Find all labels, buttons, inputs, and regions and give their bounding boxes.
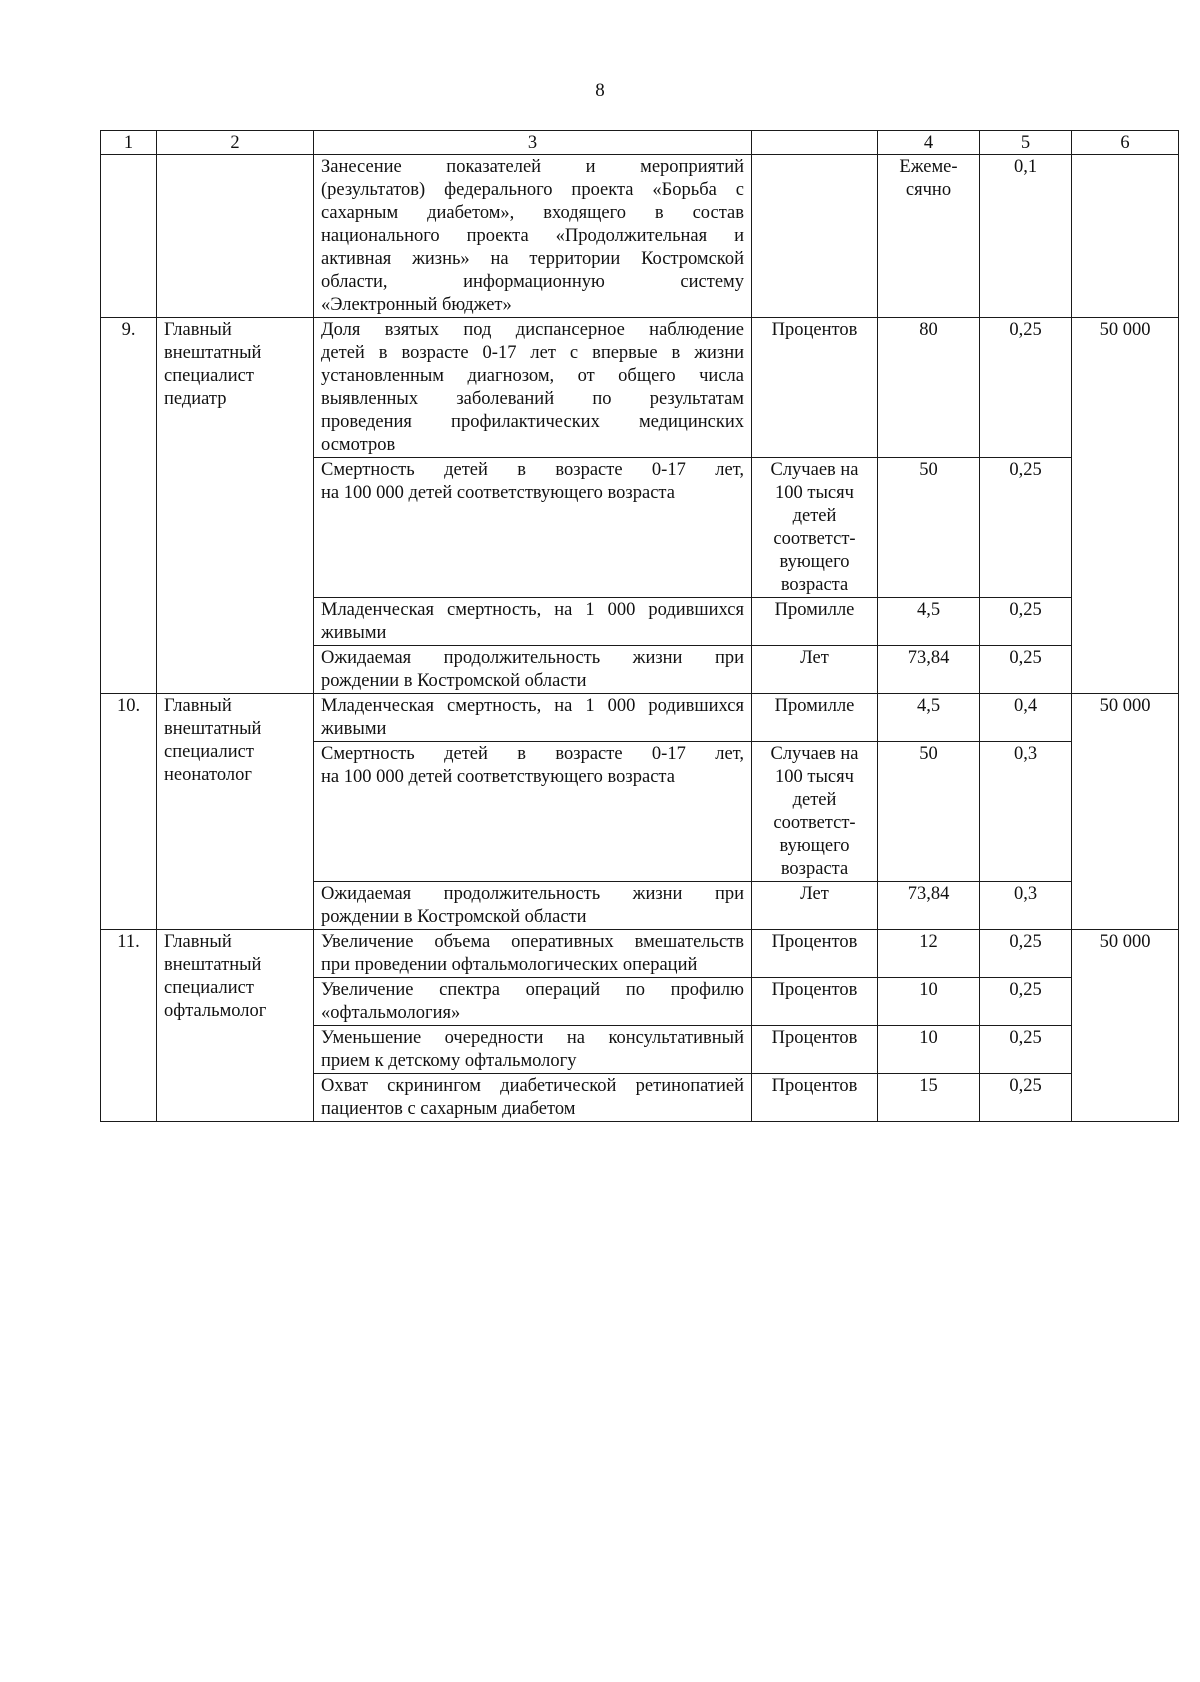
unit-cell	[752, 598, 878, 646]
bonus-cell: 50 000	[1072, 318, 1179, 694]
text-line: Лет	[800, 648, 829, 668]
text-line: пациентов с сахарным диабетом	[321, 1099, 576, 1119]
text-line: внештатный	[164, 343, 262, 363]
table-row	[101, 155, 1179, 318]
weight-cell: 0,25	[980, 318, 1072, 458]
text-line: осмотров	[321, 435, 396, 455]
header-row	[101, 131, 1179, 155]
weight-cell: 0,3	[980, 882, 1072, 930]
header-cell: 4	[878, 131, 980, 155]
text-line: внештатный	[164, 719, 262, 739]
weight-cell: 0,25	[980, 930, 1072, 978]
text-line: Процентов	[771, 932, 858, 952]
value-cell: 4,5	[878, 598, 980, 646]
indicator-cell	[314, 1026, 752, 1074]
text-line: живыми	[321, 719, 387, 739]
bonus-cell	[1072, 155, 1179, 318]
text-line: «Электронный бюджет»	[321, 295, 512, 315]
text-line: Главный	[164, 320, 232, 340]
text-line: 100 тысяч	[775, 767, 854, 787]
weight-cell: 0,4	[980, 694, 1072, 742]
text-line: на 100 000 детей соответствующего возраста	[321, 767, 675, 787]
weight-cell: 0,25	[980, 458, 1072, 598]
unit-cell	[752, 458, 878, 598]
text-line: «офтальмология»	[321, 1003, 461, 1023]
indicator-cell	[314, 978, 752, 1026]
indicators-table	[100, 130, 1179, 1122]
bonus-cell: 50 000	[1072, 930, 1179, 1122]
text-line: Занесение показателей и мероприятий	[321, 157, 744, 177]
text-line: Главный	[164, 696, 232, 716]
text-line: 100 тысяч	[775, 483, 854, 503]
specialist-cell	[157, 155, 314, 318]
value-cell: 15	[878, 1074, 980, 1122]
value-cell: 4,5	[878, 694, 980, 742]
text-line: вующего	[779, 836, 850, 856]
bonus-cell: 50 000	[1072, 694, 1179, 930]
indicator-cell	[314, 318, 752, 458]
text-line: сахарным диабетом», входящего в состав	[321, 203, 744, 223]
text-line: живыми	[321, 623, 387, 643]
header-cell: 6	[1072, 131, 1179, 155]
text-line: Доля взятых под диспансерное наблюдение	[321, 320, 744, 340]
text-line: Ожидаемая продолжительность жизни при	[321, 884, 744, 904]
value-cell	[878, 155, 980, 318]
header-cell: 5	[980, 131, 1072, 155]
text-line: на 100 000 детей соответствующего возраста	[321, 483, 675, 503]
weight-cell: 0,25	[980, 598, 1072, 646]
text-line: Главный	[164, 932, 232, 952]
header-cell: 2	[157, 131, 314, 155]
text-line: выявленных заболеваний по результатам	[321, 389, 744, 409]
text-line: Лет	[800, 884, 829, 904]
value-cell: 80	[878, 318, 980, 458]
indicator-cell	[314, 646, 752, 694]
specialist-cell	[157, 694, 314, 930]
weight-cell: 0,3	[980, 742, 1072, 882]
weight-cell: 0,25	[980, 1074, 1072, 1122]
indicator-cell	[314, 882, 752, 930]
text-line: Младенческая смертность, на 1 000 родившихся	[321, 600, 744, 620]
text-line: специалист	[164, 742, 254, 762]
weight-cell: 0,25	[980, 978, 1072, 1026]
indicator-cell	[314, 598, 752, 646]
text-line: соответст-	[773, 813, 856, 833]
weight-cell: 0,25	[980, 646, 1072, 694]
value-cell: 10	[878, 1026, 980, 1074]
header-cell	[752, 131, 878, 155]
unit-cell	[752, 694, 878, 742]
text-line: при проведении офтальмологических операций	[321, 955, 698, 975]
text-line: вующего	[779, 552, 850, 572]
text-line: специалист	[164, 366, 254, 386]
text-line: педиатр	[164, 389, 227, 409]
text-line: (результатов) федерального проекта «Борьба с	[321, 180, 744, 200]
text-line: детей	[792, 790, 837, 810]
text-line: Промилле	[774, 696, 855, 716]
value-cell: 73,84	[878, 646, 980, 694]
text-line: национального проекта «Продолжительная и	[321, 226, 744, 246]
text-line: возраста	[780, 859, 849, 879]
header-cell: 3	[314, 131, 752, 155]
unit-cell	[752, 882, 878, 930]
indicator-cell	[314, 458, 752, 598]
text-line: Промилле	[774, 600, 855, 620]
header-cell: 1	[101, 131, 157, 155]
text-line: неонатолог	[164, 765, 252, 785]
unit-cell	[752, 930, 878, 978]
indicator-cell	[314, 155, 752, 318]
text-line: Смертность детей в возрасте 0-17 лет,	[321, 744, 744, 764]
text-line: детей в возрасте 0-17 лет с впервые в жизни	[321, 343, 744, 363]
text-line: прием к детскому офтальмологу	[321, 1051, 577, 1071]
text-line: Процентов	[771, 1028, 858, 1048]
text-line: Уменьшение очередности на консультативный	[321, 1028, 744, 1048]
unit-cell	[752, 1074, 878, 1122]
text-line: Процентов	[771, 1076, 858, 1096]
indicator-cell	[314, 694, 752, 742]
page-number: 8	[595, 80, 605, 101]
weight-cell: 0,1	[980, 155, 1072, 318]
value-cell: 50	[878, 458, 980, 598]
text-line: офтальмолог	[164, 1001, 267, 1021]
text-line: Случаев на	[770, 744, 859, 764]
value-cell: 10	[878, 978, 980, 1026]
table-row	[101, 930, 1179, 978]
text-line: внештатный	[164, 955, 262, 975]
value-cell: 50	[878, 742, 980, 882]
text-line: Процентов	[771, 980, 858, 1000]
unit-cell	[752, 318, 878, 458]
text-line: Увеличение спектра операций по профилю	[321, 980, 744, 1000]
indicator-cell	[314, 742, 752, 882]
unit-cell	[752, 646, 878, 694]
text-line: сячно	[905, 180, 952, 200]
text-line: Младенческая смертность, на 1 000 родившихся	[321, 696, 744, 716]
unit-cell	[752, 978, 878, 1026]
specialist-cell	[157, 318, 314, 694]
table-row	[101, 318, 1179, 458]
text-line: Ожидаемая продолжительность жизни при	[321, 648, 744, 668]
text-line: специалист	[164, 978, 254, 998]
text-line: Процентов	[771, 320, 858, 340]
text-line: рождении в Костромской области	[321, 907, 587, 927]
text-line: установленным диагнозом, от общего числа	[321, 366, 744, 386]
text-line: соответст-	[773, 529, 856, 549]
unit-cell	[752, 1026, 878, 1074]
text-line: активная жизнь» на территории Костромской	[321, 249, 744, 269]
text-line: возраста	[780, 575, 849, 595]
row-number-cell: 10.	[101, 694, 157, 930]
weight-cell: 0,25	[980, 1026, 1072, 1074]
table-row	[101, 694, 1179, 742]
text-line: Увеличение объема оперативных вмешательств	[321, 932, 744, 952]
indicator-cell	[314, 930, 752, 978]
specialist-cell	[157, 930, 314, 1122]
row-number-cell	[101, 155, 157, 318]
row-number-cell: 11.	[101, 930, 157, 1122]
text-line: детей	[792, 506, 837, 526]
value-cell: 12	[878, 930, 980, 978]
text-line: Случаев на	[770, 460, 859, 480]
text-line: Охват скринингом диабетической ретинопатией	[321, 1076, 744, 1096]
text-line: Ежеме-	[899, 157, 958, 177]
text-line: Смертность детей в возрасте 0-17 лет,	[321, 460, 744, 480]
row-number-cell: 9.	[101, 318, 157, 694]
text-line: рождении в Костромской области	[321, 671, 587, 691]
text-line: области, информационную систему	[321, 272, 744, 292]
unit-cell	[752, 155, 878, 318]
unit-cell	[752, 742, 878, 882]
value-cell: 73,84	[878, 882, 980, 930]
text-line: проведения профилактических медицинских	[321, 412, 744, 432]
indicator-cell	[314, 1074, 752, 1122]
